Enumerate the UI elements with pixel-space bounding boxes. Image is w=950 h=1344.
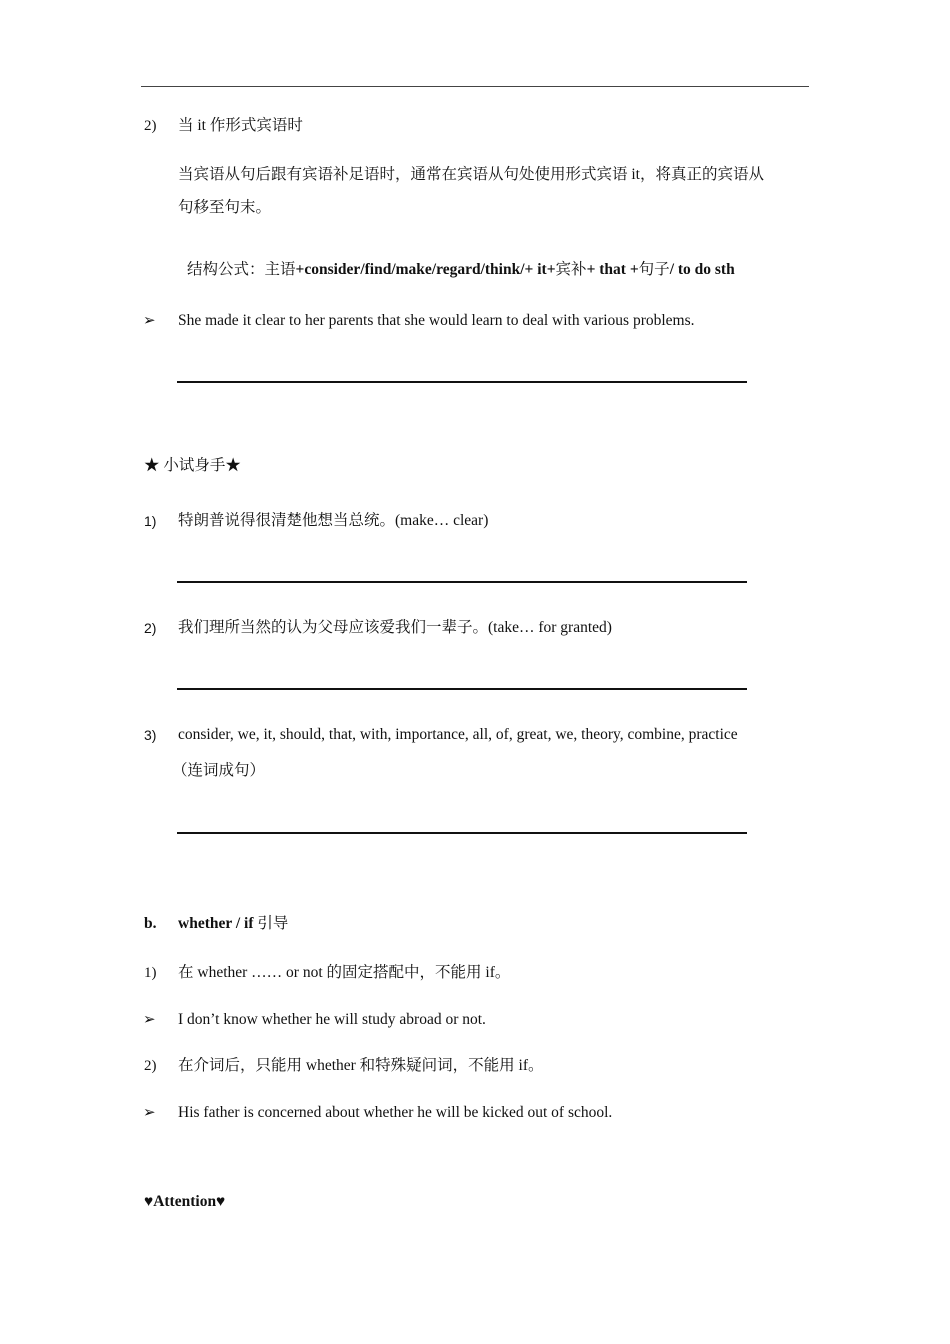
arrowhead-bullet-icon: ➢ xyxy=(143,311,156,329)
attention-heading: ♥Attention♥ xyxy=(144,1193,226,1210)
rule-text: 在 whether …… or not 的固定搭配中，不能用 if。 xyxy=(178,964,511,981)
formula-that: + that + xyxy=(586,261,639,278)
description-line-1: 当宾语从句后跟有宾语补足语时，通常在宾语从句处使用形式宾语 it，将真正的宾语从 xyxy=(178,166,764,183)
practice-item-text: 特朗普说得很清楚他想当总统。(make… clear) xyxy=(178,512,489,529)
answer-blank[interactable] xyxy=(177,381,747,383)
rule-number: 2) xyxy=(144,1058,157,1074)
section-letter: b. xyxy=(144,915,157,932)
rule-text: 在介词后，只能用 whether 和特殊疑问词，不能用 if。 xyxy=(178,1057,544,1074)
formula-clause: 句子 xyxy=(638,261,670,278)
formula-verbs: +consider/find/make/regard/think/+ it+ xyxy=(295,261,556,278)
answer-blank[interactable] xyxy=(177,581,747,583)
section-heading xyxy=(178,914,288,934)
heading-rest: 引导 xyxy=(253,915,289,932)
practice-item-number: 1) xyxy=(144,513,157,529)
arrowhead-bullet-icon: ➢ xyxy=(143,1103,156,1121)
header-rule xyxy=(141,86,809,87)
answer-blank[interactable] xyxy=(177,832,747,834)
example-sentence: I don’t know whether he will study abroad or not. xyxy=(178,1011,486,1028)
example-sentence: She made it clear to her parents that she would learn to deal with various problems. xyxy=(178,312,695,329)
practice-item-text: 我们理所当然的认为父母应该爱我们一辈子。(take… for granted) xyxy=(178,619,612,636)
practice-item-number: 3) xyxy=(144,727,157,743)
structure-formula xyxy=(187,260,735,280)
practice-item-note: （连词成句） xyxy=(172,762,266,779)
answer-blank[interactable] xyxy=(177,688,747,690)
description-line-2: 句移至句末。 xyxy=(178,199,272,216)
arrowhead-bullet-icon: ➢ xyxy=(143,1010,156,1028)
practice-item-text: consider, we, it, should, that, with, importance, all, of, great, we, theory, combine, practice xyxy=(178,726,738,743)
example-sentence: His father is concerned about whether he will be kicked out of school. xyxy=(178,1104,613,1121)
practice-title: ★ 小试身手★ xyxy=(144,457,241,474)
formula-complement: 宾补 xyxy=(555,261,587,278)
rule-number: 1) xyxy=(144,965,157,981)
practice-item-number: 2) xyxy=(144,620,157,636)
formula-to-do: / to do sth xyxy=(669,261,735,278)
formula-label: 结构公式：主语 xyxy=(187,261,296,278)
heading-keyword: whether / if xyxy=(178,915,254,932)
section-heading: 当 it 作形式宾语时 xyxy=(178,117,303,134)
section-number: 2) xyxy=(144,118,157,134)
